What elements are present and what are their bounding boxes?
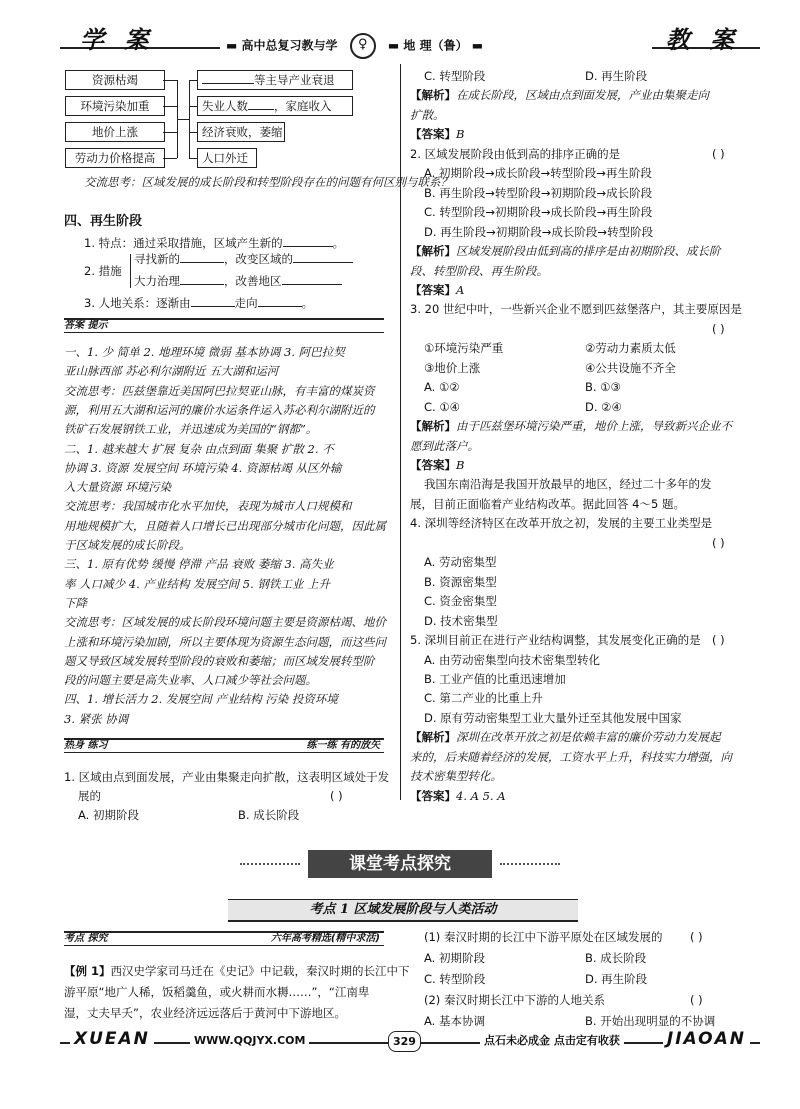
logo-icon: ♀ xyxy=(350,33,376,59)
answer-line: 源，利用五大湖和运河的廉价水运条件运入苏必利尔湖附近的 xyxy=(64,402,375,417)
sub-q2-a: A. 基本协调 xyxy=(424,1014,485,1028)
answer-line: 用地规模扩大，且随着人口增长已出现部分城市化问题，因此属 xyxy=(64,518,386,533)
answer-line: 一、1. 少 简单 2. 地理环境 微弱 基本协调 3. 阿巴拉契 xyxy=(64,345,345,359)
question-paren: ( ) xyxy=(712,146,725,161)
question-1-cont: 展的 xyxy=(78,789,101,803)
analysis-cont: 来的，后来随着经济的发展，工资水平上升，科技实力增强，向 xyxy=(410,749,732,764)
text-line: D. 技术密集型 xyxy=(424,613,498,628)
kaodian-bar: 考点 探究 六年高考精选(精中求活) xyxy=(64,931,384,946)
text-line: A. 劳动密集型 xyxy=(424,555,497,570)
page-footer xyxy=(60,1028,760,1062)
intro-line: 我国东南沿海是我国开放最早的地区，经过二十多年的发 xyxy=(424,477,712,492)
q1-option-a: A. 初期阶段 xyxy=(78,808,139,822)
answer-line: 铁矿石发展钢铁工业，并迅速成为美国的“钢都”。 xyxy=(64,422,318,437)
section-4-heading: 四、再生阶段 xyxy=(64,214,143,229)
item-3: 3. 人地关系：逐渐由 走向 。 xyxy=(84,296,314,310)
question-paren: ( ) xyxy=(712,535,725,550)
example-1-line-3: 湿，丈夫早夭”，农业经济远远落后于黄河中下游地区。 xyxy=(64,1006,346,1020)
text-line: C. 第二产业的比重上升 xyxy=(424,691,543,706)
answer-key: 【答案】A xyxy=(410,282,465,297)
analysis-cont: 段、转型阶段、再生阶段。 xyxy=(410,263,548,278)
analysis-cont: 技术密集型转化。 xyxy=(410,769,502,784)
answer-line: 于区域发展的成长阶段。 xyxy=(64,538,191,552)
diagram-box-1: 资源枯竭 xyxy=(65,70,165,90)
sub-q1-a: A. 初期阶段 xyxy=(424,951,485,965)
option-left: C. 转型阶段 xyxy=(424,69,486,83)
answer-line: 三、1. 原有优势 缓慢 停滞 产品 衰败 萎缩 3. 高失业 xyxy=(64,557,334,572)
text-line: A. 初期阶段→成长阶段→转型阶段→再生阶段 xyxy=(424,166,652,181)
answer-line: 交流思考：我国城市化水平加快，表现为城市人口规模和 xyxy=(64,499,352,514)
answer-line: 段的问题主要是高失业率、人口减少等社会问题。 xyxy=(64,673,317,688)
sub-q2: (2) 秦汉时期长江中下游的人地关系 xyxy=(424,993,605,1007)
header-subject: 地 理（鲁） xyxy=(403,38,468,53)
analysis-cont: 扩散。 xyxy=(410,107,445,122)
page-number: 329 xyxy=(388,1031,421,1052)
sub-q1-paren: ( ) xyxy=(690,930,703,944)
q1-option-b: B. 成长阶段 xyxy=(238,808,300,822)
answer-line: 二、1. 越来越大 扩展 复杂 由点到面 集聚 扩散 2. 不 xyxy=(64,441,334,456)
warmup-bar: 热身 练习 练一练 有的放矢 xyxy=(64,738,384,753)
text-line: B. 再生阶段→转型阶段→初期阶段→成长阶段 xyxy=(424,185,653,200)
text-line: B. 资源密集型 xyxy=(424,574,497,589)
diagram-box-3: 地价上涨 xyxy=(65,122,165,142)
option-left: C. ①④ xyxy=(424,399,460,414)
answer-line: 交流思考：区域发展的成长阶段环境问题主要是资源枯竭、地价 xyxy=(64,615,386,630)
option-left: ①环境污染严重 xyxy=(424,341,504,356)
sub-q1: (1) 秦汉时期的长江中下游平原处在区域发展的 xyxy=(424,930,663,944)
diagram-box-2: 环境污染加重 xyxy=(65,96,165,116)
diagram-result-3: 经济衰败，萎缩 xyxy=(197,122,285,142)
text-line: A. 由劳动密集型向技术密集型转化 xyxy=(424,652,600,667)
answer-line: 入大量资源 环境污染 xyxy=(64,480,172,495)
answer-key: 【答案】B xyxy=(410,458,465,472)
question-paren: ( ) xyxy=(712,321,725,336)
answer-line: 协调 3. 资源 发展空间 环境污染 4. 资源枯竭 从区外输 xyxy=(64,460,342,475)
diagram-result-2: 失业人数 ，家庭收入 xyxy=(197,96,353,116)
option-left: ③地价上涨 xyxy=(424,360,481,375)
page-header xyxy=(60,27,760,67)
item-2-line-2: 大力治理 ，改善地区 xyxy=(134,272,342,291)
analysis-line: 【解析】在成长阶段，区域由点到面发展，产业由集聚走向 xyxy=(410,88,709,103)
exchange-think: 交流思考：区域发展的成长阶段和转型阶段存在的问题有何区别与联系？ xyxy=(84,175,452,189)
kaodian-heading: 考点 1 区域发展阶段与人类活动 xyxy=(228,899,578,922)
answer-line: 题又导致区域发展转型阶段的衰败和萎缩；而区域发展转型阶 xyxy=(64,653,375,668)
footer-motto: 点石未必成金 点击定有收获 xyxy=(480,1031,624,1050)
sub-q2-paren: ( ) xyxy=(690,993,703,1007)
sub-q1-b: B. 成长阶段 xyxy=(585,951,647,965)
option-right: ②劳动力素质太低 xyxy=(585,341,676,356)
question-paren: ( ) xyxy=(712,633,725,648)
answer-key: 【答案】B xyxy=(410,127,465,142)
diagram-box-4: 劳动力价格提高 xyxy=(65,148,165,168)
option-right: B. ①③ xyxy=(585,380,621,395)
text-line: 展，目前正面临着产业结构改革。据此回答 4～5 题。 xyxy=(410,496,685,511)
question-1: 1. 区域由点到面发展，产业由集聚走向扩散，这表明区域处于发 xyxy=(64,770,390,784)
answer-key: 【答案】4. A 5. A xyxy=(410,788,506,803)
question-1-paren: ( ) xyxy=(330,789,343,803)
text-line: 4. 深圳等经济特区在改革开放之初，发展的主要工业类型是 xyxy=(410,516,713,531)
text-line: C. 资金密集型 xyxy=(424,594,497,609)
analysis-line: 【解析】深圳在改革开放之初是依赖丰富的廉价劳动力发展起 xyxy=(410,730,721,745)
answer-line: 下降 xyxy=(64,595,87,610)
answer-line: 四、1. 增长活力 2. 发展空间 产业结构 污染 投资环境 xyxy=(64,692,338,707)
option-right: ④公共设施不齐全 xyxy=(585,360,676,375)
answer-line: 3. 紧张 协调 xyxy=(64,711,129,726)
text-line: 3. 20 世纪中叶，一些新兴企业不愿到匹兹堡落户，其主要原因是 xyxy=(410,302,742,317)
example-1-line-1: 【例 1】西汉史学家司马迁在《史记》中记载，秦汉时期的长江中下 xyxy=(64,964,410,978)
diagram-result-1: 等主导产业衰退 xyxy=(197,70,353,90)
option-right: D. ②④ xyxy=(585,399,622,414)
analysis-cont: 愿到此落户。 xyxy=(410,438,479,453)
question-line: 5. 深圳目前正在进行产业结构调整，其发展变化正确的是 xyxy=(410,633,701,648)
footer-xuean: XUEAN xyxy=(70,1030,154,1049)
example-1-line-2: 游平原“地广人稀，饭稻羹鱼，或火耕而水耨……”，“江南卑 xyxy=(64,985,370,999)
header-xuean: 学 案 xyxy=(80,26,155,54)
text-line: D. 原有劳动密集型工业大量外迁至其他发展中国家 xyxy=(424,710,682,725)
diagram-result-4: 人口外迁 xyxy=(197,148,257,168)
question-line: 2. 区域发展阶段由低到高的排序正确的是 xyxy=(410,146,621,161)
sub-q1-d: D. 再生阶段 xyxy=(585,972,648,986)
option-left: A. ①② xyxy=(424,380,460,395)
header-book: 高中总复习教与学 xyxy=(241,38,338,53)
item-2-label: 2. 措施 xyxy=(84,264,122,278)
analysis-line: 【解析】由于匹兹堡环境污染严重，地价上涨，导致新兴企业不 xyxy=(410,419,732,434)
sub-q2-b: B. 开始出现明显的不协调 xyxy=(585,1014,716,1028)
answer-line: 率 人口减少 4. 产业结构 发展空间 5. 钢铁工业 上升 xyxy=(64,576,331,591)
answer-line: 上涨和环境污染加剧，所以主要体现为资源生态问题，而这些问 xyxy=(64,634,386,649)
option-right: D. 再生阶段 xyxy=(585,69,648,83)
item-1: 1. 特点：通过采取措施，区域产生新的 。 xyxy=(84,236,345,250)
text-line: B. 工业产值的比重迅速增加 xyxy=(424,671,566,686)
footer-jiaoan: JIAOAN xyxy=(663,1030,750,1049)
analysis-line: 【解析】区域发展阶段由低到高的排序是由初期阶段、成长阶 xyxy=(410,244,721,259)
section-banner: 课堂考点探究 xyxy=(308,850,492,878)
answer-line: 交流思考：匹兹堡靠近美国阿巴拉契亚山脉，有丰富的煤炭资 xyxy=(64,383,375,398)
answer-line: 亚山脉西部 苏必利尔湖附近 五大湖和运河 xyxy=(64,364,279,379)
text-line: D. 再生阶段→初期阶段→成长阶段→转型阶段 xyxy=(424,224,654,239)
answer-bar: 答案 提示 xyxy=(64,318,384,333)
item-2-line-1: 寻找新的 ，改变区域的 xyxy=(134,250,353,269)
footer-url: WWW.QQJYX.COM xyxy=(190,1031,309,1050)
sub-q1-c: C. 转型阶段 xyxy=(424,972,486,986)
header-jiaoan: 教 案 xyxy=(665,26,740,54)
text-line: C. 转型阶段→初期阶段→成长阶段→再生阶段 xyxy=(424,205,653,220)
header-title: ▬ 高中总复习教与学 ♀ ▬ 地 理（鲁） ▬ xyxy=(220,33,652,59)
